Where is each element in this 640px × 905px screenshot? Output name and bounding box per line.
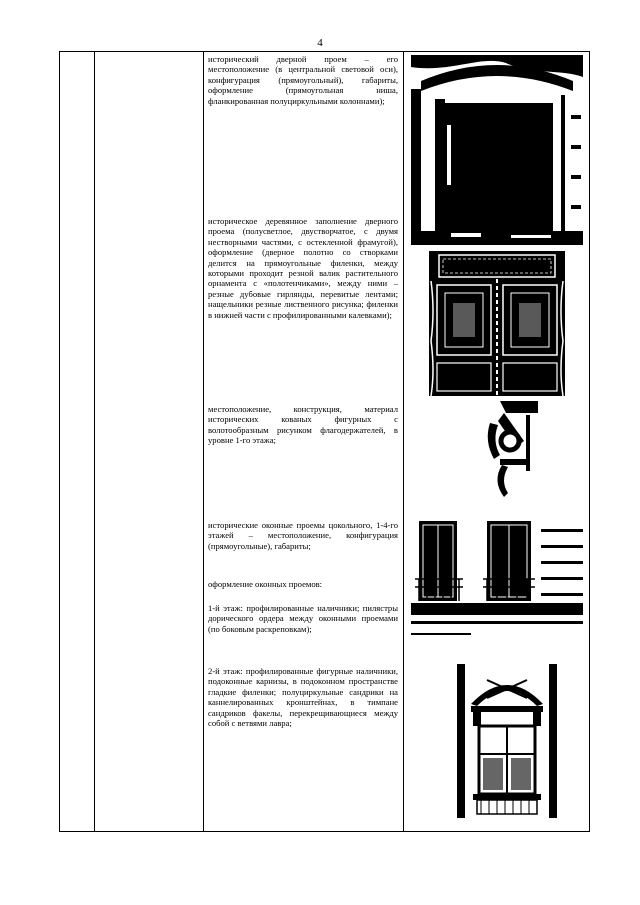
window-pediment-photo [457, 664, 557, 818]
column-divider-3 [403, 52, 404, 831]
entry-door-filling: историческое деревянное заполнение дверного проема (полусветлое, двустворчатое, с двумя нестворными частями, с остекленной фрамугой), оформление (дверное полотно со створками делится на прямоугольные филенки, между которыми проходит резной валик растительного орнамента с «полотенчиками», между ними – резные дубовые гирлянды, перевитые лентами; нащельники резные лиственного рисунка; филенки в нижней части с профилированными калевками); [208, 216, 398, 320]
flag-holder-photo [480, 401, 538, 502]
entry-floor-2: 2-й этаж: профилированные фигурные наличники, подоконные карнизы, в подоконном пространстве гладкие филенки; полуциркульные сандрики на каннелированных кронштейнах, в тимпане сандриков факелы, перекрещивающиеся между собой с ветвями лавра; [208, 666, 398, 729]
entry-window-openings: исторические оконные проемы цокольного, 1-4-го этажей – местоположение, конфигурация (прямоугольные), габариты; [208, 520, 398, 551]
page-number: 4 [317, 37, 323, 49]
windows-photo [411, 515, 583, 641]
monument-table [59, 51, 590, 832]
column-divider-1 [94, 52, 95, 831]
carved-door-photo [429, 251, 565, 396]
entry-floor-1: 1-й этаж: профилированные наличники; пилястры дорического ордера между оконными проемами (по боковым раскреповкам); [208, 603, 398, 634]
column-divider-2 [203, 52, 204, 831]
entry-flag-holders: местоположение, конструкция, материал исторических кованых фигурных с волотообразным рисунком флагодержателей, в уровне 1-го этажа; [208, 404, 398, 446]
entry-doorway: исторический дверной проем – его местоположение (в центральной световой оси), конфигурация (прямоугольный), габариты, оформление (прямоугольная ниша, фланкированная полуциркульными колоннами); [208, 54, 398, 106]
doorway-photo [411, 55, 583, 245]
entry-window-decor: оформление оконных проемов: [208, 579, 323, 589]
